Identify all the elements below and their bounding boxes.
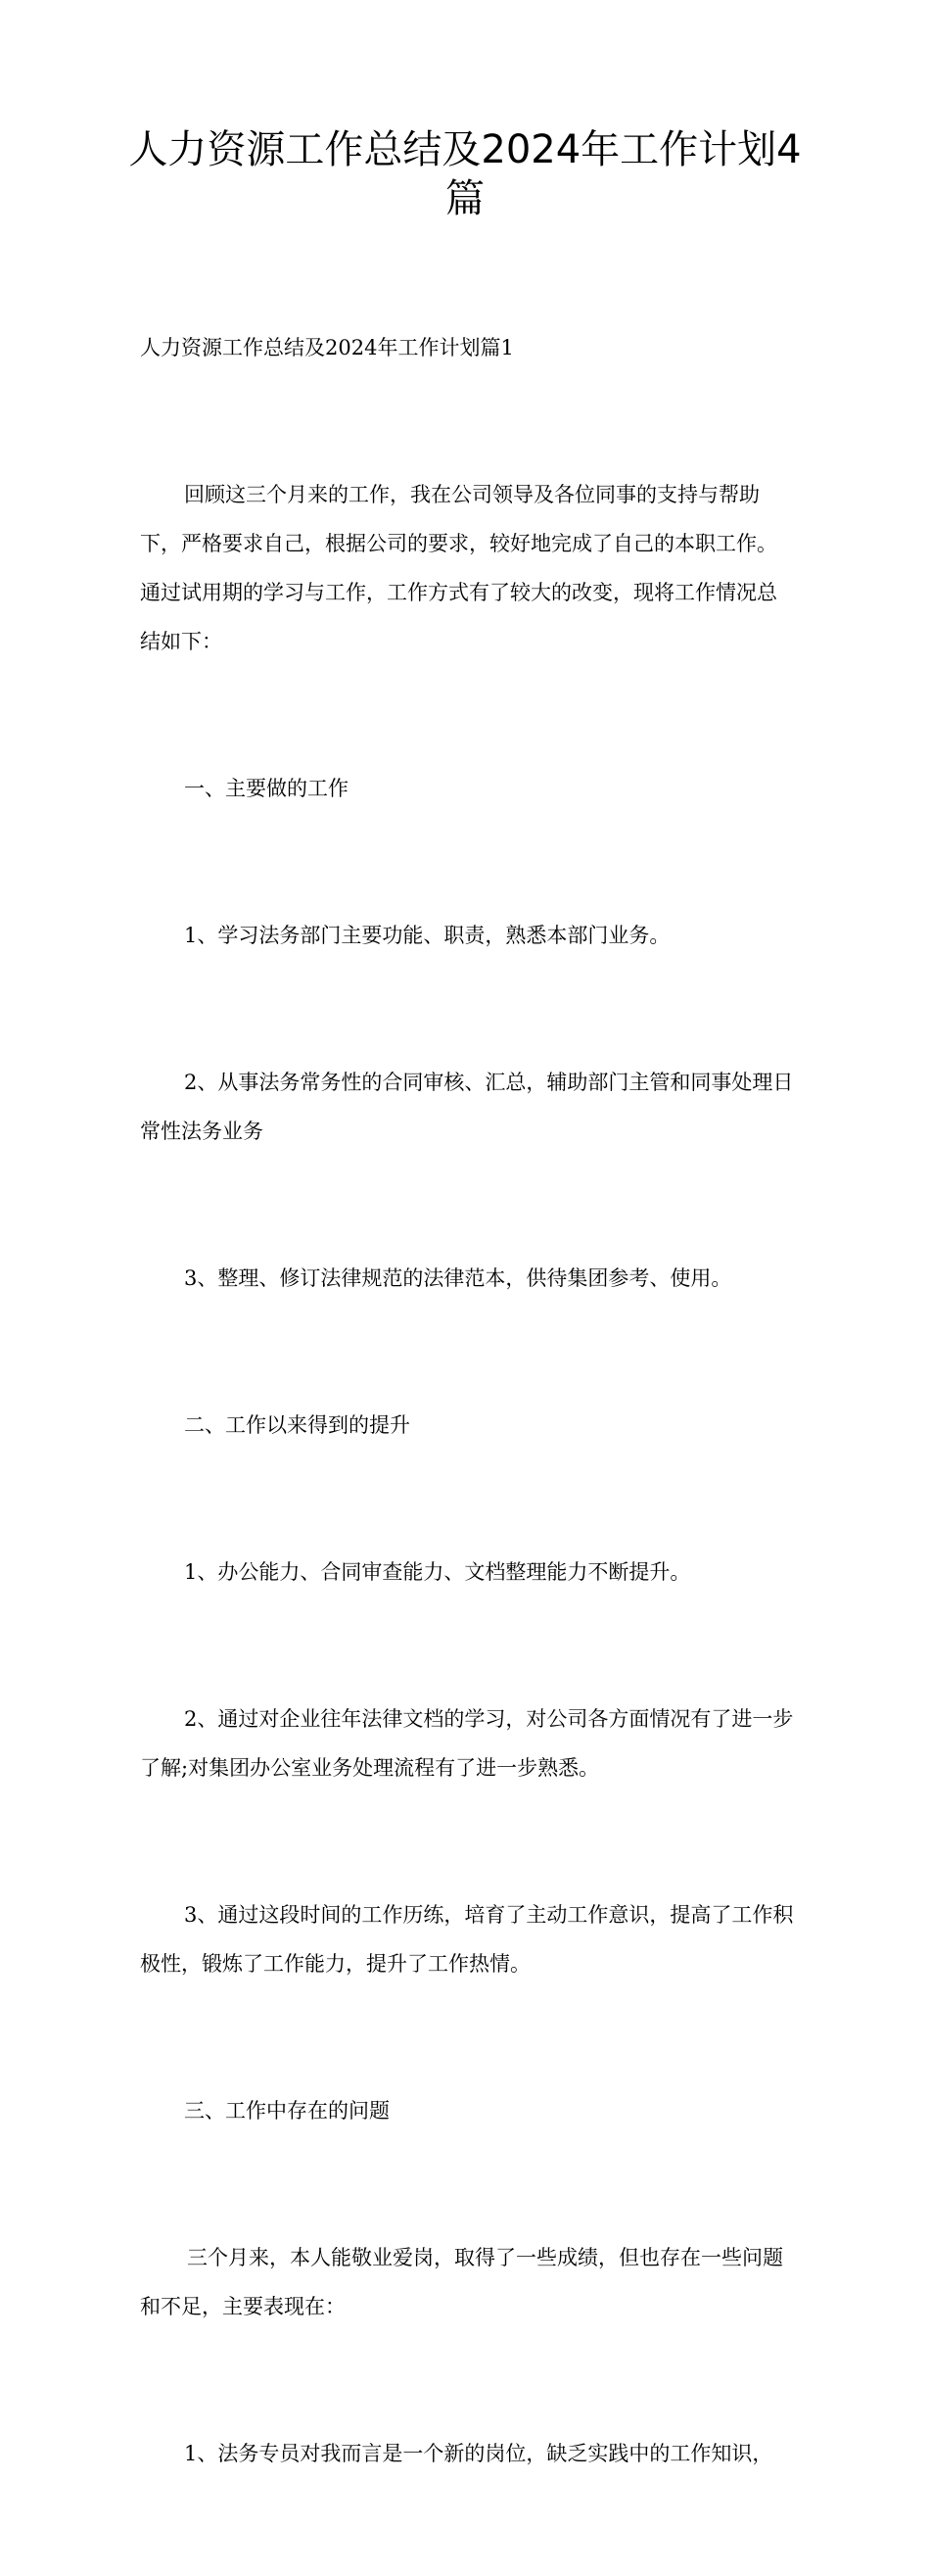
document-title: 人力资源工作总结及2024年工作计划4篇 [128, 127, 802, 221]
document-body [140, 225, 796, 2576]
heading-improvements: 二、工作以来得到的提升 [184, 1413, 410, 1437]
list-item: 1、学习法务部门主要功能、职责，熟悉本部门业务。 [184, 924, 671, 947]
paragraph-problems: 三个月来，本人能敬业爱岗，取得了一些成绩，但也存在一些问题和不足，主要表现在： [140, 2246, 783, 2318]
list-item: 3、整理、修订法律规范的法律范本，供待集团参考、使用。 [184, 1266, 732, 1290]
list-item: 3、通过这段时间的工作历练，培育了主动工作意识，提高了工作积极性，锻炼了工作能力，提升了工作热情。 [140, 1903, 794, 1976]
section-subtitle: 人力资源工作总结及2024年工作计划篇1 [140, 336, 514, 359]
list-item: 1、办公能力、合同审查能力、文档整理能力不断提升。 [184, 1560, 691, 1584]
heading-problems: 三、工作中存在的问题 [184, 2099, 390, 2123]
list-item: 2、通过对企业往年法律文档的学习，对公司各方面情况有了进一步了解;对集团办公室业务处理流程有了进一步熟悉。 [140, 1707, 794, 1780]
heading-main-work: 一、主要做的工作 [184, 777, 349, 800]
list-item: 1、法务专员对我而言是一个新的岗位，缺乏实践中的工作知识， [184, 2442, 773, 2465]
list-item: 2、从事法务常务性的合同审核、汇总，辅助部门主管和同事处理日常性法务业务 [140, 1071, 794, 1143]
paragraph-intro: 回顾这三个月来的工作，我在公司领导及各位同事的支持与帮助下，严格要求自己，根据公司的要求，较好地完成了自己的本职工作。通过试用期的学习与工作，工作方式有了较大的改变，现将工作情况总结如下： [140, 483, 777, 653]
